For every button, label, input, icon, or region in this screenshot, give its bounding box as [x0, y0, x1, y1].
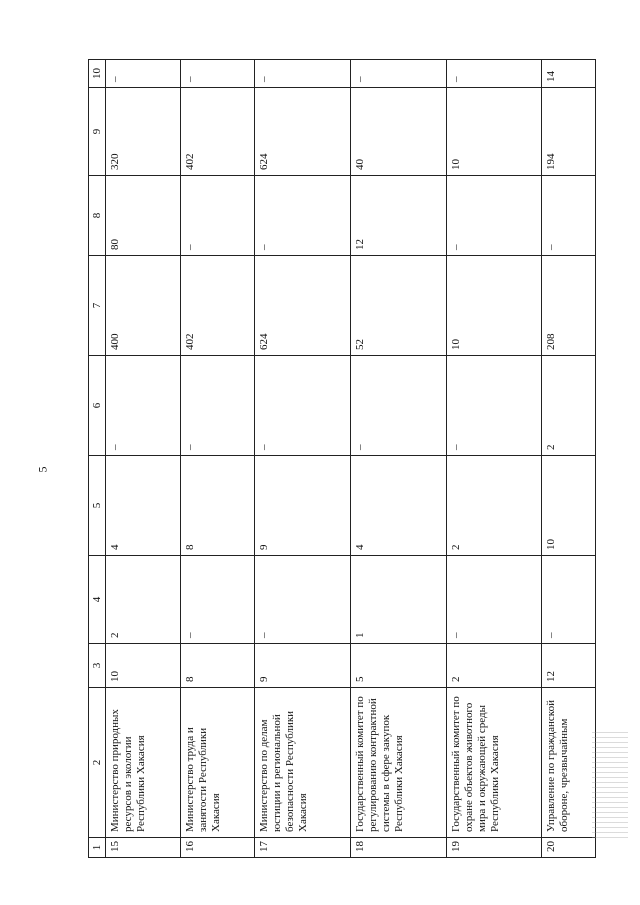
cell-col9: 624 [255, 88, 351, 176]
cell-col6: – [255, 356, 351, 456]
cell-col8: 80 [106, 176, 181, 256]
organization-name: Управление по гражданской обороне, чрезвычайным [542, 688, 596, 838]
cell-col8: – [255, 176, 351, 256]
cell-col3: 5 [350, 644, 446, 688]
header-cell: 8 [89, 176, 106, 256]
cell-col7: 10 [446, 256, 542, 356]
row-number: 15 [106, 838, 181, 858]
cell-col7: 208 [542, 256, 596, 356]
faint-handwritten-marks [592, 728, 628, 838]
cell-col3: 12 [542, 644, 596, 688]
row-number: 16 [180, 838, 255, 858]
cell-col5: 4 [106, 456, 181, 556]
cell-col9: 40 [350, 88, 446, 176]
cell-col9: 10 [446, 88, 542, 176]
organization-name: Министерство природных ресурсов и экологии Республики Хакасия [106, 688, 181, 838]
cell-col7: 52 [350, 256, 446, 356]
cell-col6: – [106, 356, 181, 456]
header-cell: 1 [89, 838, 106, 858]
cell-col8: – [180, 176, 255, 256]
cell-col8: – [446, 176, 542, 256]
cell-col10: – [106, 60, 181, 88]
cell-col4: – [542, 556, 596, 644]
cell-col4: – [446, 556, 542, 644]
header-row [89, 60, 106, 858]
page-number: 5 [35, 466, 50, 473]
cell-col3: 8 [180, 644, 255, 688]
cell-col8: – [542, 176, 596, 256]
data-table [88, 59, 596, 858]
row-number: 19 [446, 838, 542, 858]
table-row [350, 60, 446, 858]
header-cell: 10 [89, 60, 106, 88]
organization-name: Государственный комитет по охране объектов животного мира и окружающей среды Республики Хакасия [446, 688, 542, 838]
cell-col5: 9 [255, 456, 351, 556]
cell-col5: 10 [542, 456, 596, 556]
cell-col7: 400 [106, 256, 181, 356]
cell-col5: 4 [350, 456, 446, 556]
cell-col10: – [180, 60, 255, 88]
table-row [542, 60, 596, 858]
cell-col4: – [180, 556, 255, 644]
cell-col9: 402 [180, 88, 255, 176]
table-row [180, 60, 255, 858]
organization-name: Министерство труда и занятости Республики Хакасия [180, 688, 255, 838]
table-row [255, 60, 351, 858]
header-cell: 5 [89, 456, 106, 556]
rotated-table-wrapper [88, 60, 596, 858]
cell-col10: – [255, 60, 351, 88]
table-row [446, 60, 542, 858]
cell-col10: – [350, 60, 446, 88]
cell-col9: 320 [106, 88, 181, 176]
cell-col4: 2 [106, 556, 181, 644]
header-cell: 6 [89, 356, 106, 456]
row-number: 17 [255, 838, 351, 858]
header-cell: 3 [89, 644, 106, 688]
row-number: 18 [350, 838, 446, 858]
organization-name: Государственный комитет по регулированию контрактной системы в сфере закупок Республики Хакасия [350, 688, 446, 838]
table-row [106, 60, 181, 858]
header-cell: 2 [89, 688, 106, 838]
cell-col10: – [446, 60, 542, 88]
cell-col3: 9 [255, 644, 351, 688]
cell-col6: – [446, 356, 542, 456]
row-number: 20 [542, 838, 596, 858]
cell-col4: – [255, 556, 351, 644]
cell-col4: 1 [350, 556, 446, 644]
header-cell: 4 [89, 556, 106, 644]
cell-col3: 2 [446, 644, 542, 688]
header-cell: 9 [89, 88, 106, 176]
cell-col8: 12 [350, 176, 446, 256]
cell-col9: 194 [542, 88, 596, 176]
cell-col10: 14 [542, 60, 596, 88]
cell-col6: – [350, 356, 446, 456]
header-cell: 7 [89, 256, 106, 356]
organization-name: Министерство по делам юстиции и региональной безопасности Республики Хакасия [255, 688, 351, 838]
cell-col6: – [180, 356, 255, 456]
cell-col7: 402 [180, 256, 255, 356]
cell-col5: 2 [446, 456, 542, 556]
cell-col6: 2 [542, 356, 596, 456]
cell-col7: 624 [255, 256, 351, 356]
cell-col3: 10 [106, 644, 181, 688]
cell-col5: 8 [180, 456, 255, 556]
